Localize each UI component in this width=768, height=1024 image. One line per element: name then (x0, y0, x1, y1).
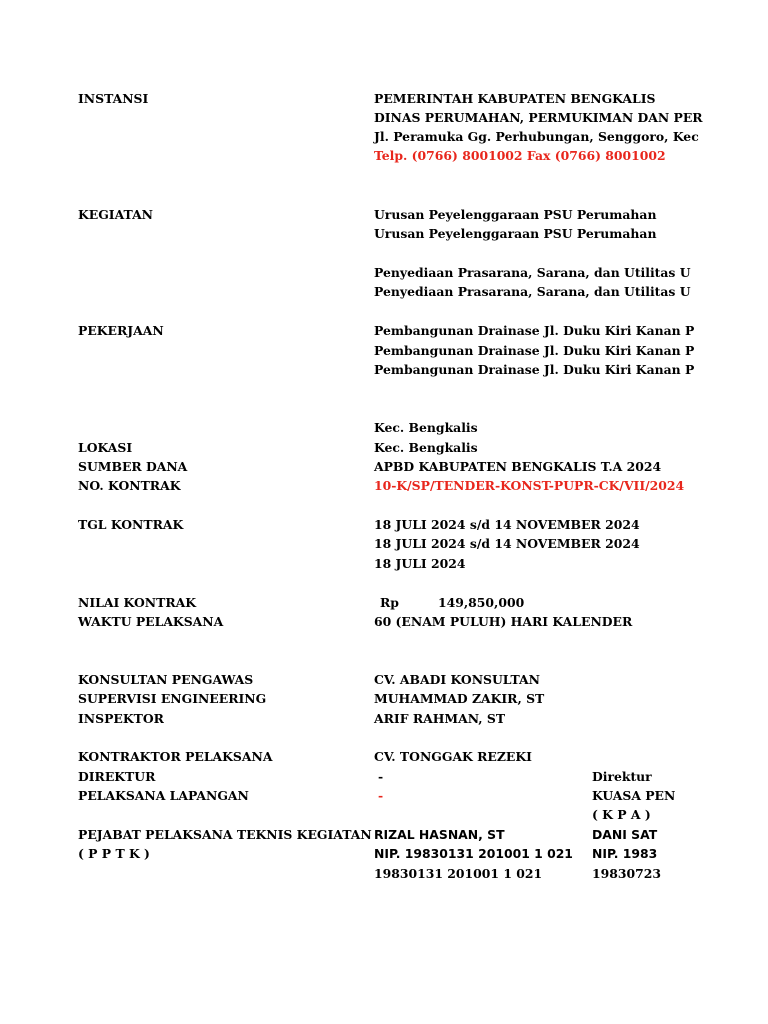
supervisi-engineering-label: SUPERVISI ENGINEERING (78, 691, 267, 706)
kpa-nip-raw: 19830723 (592, 866, 661, 881)
instansi-phone: Telp. (0766) 8001002 Fax (0766) 8001002 (374, 148, 666, 163)
tgl-kontrak-line-2: 18 JULI 2024 s/d 14 NOVEMBER 2024 (374, 536, 640, 551)
sumber-dana-value: APBD KABUPATEN BENGKALIS T.A 2024 (374, 459, 662, 474)
kontraktor-pelaksana-value: CV. TONGGAK REZEKI (374, 749, 532, 764)
tgl-kontrak-line-1: 18 JULI 2024 s/d 14 NOVEMBER 2024 (374, 517, 640, 532)
inspektor-label: INSPEKTOR (78, 711, 164, 726)
sumber-dana-label: SUMBER DANA (78, 459, 188, 474)
kegiatan-label: KEGIATAN (78, 207, 154, 222)
kpa-nip: NIP. 1983 (592, 846, 658, 861)
tgl-kontrak-line-3: 18 JULI 2024 (374, 556, 466, 571)
direktur-value: - (378, 769, 384, 784)
kegiatan-line-4: Penyediaan Prasarana, Sarana, dan Utilitas U (374, 284, 691, 299)
pptk-label: PEJABAT PELAKSANA TEKNIS KEGIATAN (78, 827, 372, 842)
kpa-label: ( K P A ) (592, 807, 651, 822)
pptk-nip: NIP. 19830131 201001 1 021 (374, 846, 573, 861)
instansi-line-2: DINAS PERUMAHAN, PERMUKIMAN DAN PER (374, 110, 703, 125)
no-kontrak-label: NO. KONTRAK (78, 478, 181, 493)
pekerjaan-line-1: Pembangunan Drainase Jl. Duku Kiri Kanan P (374, 323, 695, 338)
pelaksana-lapangan-value: - (378, 788, 384, 803)
waktu-pelaksana-value: 60 (ENAM PULUH) HARI KALENDER (374, 614, 633, 629)
kegiatan-line-2: Urusan Peyelenggaraan PSU Perumahan (374, 226, 657, 241)
direktur-label: DIREKTUR (78, 769, 156, 784)
instansi-line-1: PEMERINTAH KABUPATEN BENGKALIS (374, 91, 656, 106)
lokasi-pre-value: Kec. Bengkalis (374, 420, 478, 435)
supervisi-engineering-value: MUHAMMAD ZAKIR, ST (374, 691, 545, 706)
pekerjaan-label: PEKERJAAN (78, 323, 164, 338)
kpa-name: DANI SAT (592, 827, 658, 842)
pptk-name: RIZAL HASNAN, ST (374, 827, 505, 842)
pekerjaan-line-3: Pembangunan Drainase Jl. Duku Kiri Kanan P (374, 362, 695, 377)
pptk-abbrev: ( P P T K ) (78, 846, 150, 861)
kontraktor-pelaksana-label: KONTRAKTOR PELAKSANA (78, 749, 273, 764)
lokasi-label: LOKASI (78, 440, 133, 455)
waktu-pelaksana-label: WAKTU PELAKSANA (78, 614, 224, 629)
nilai-kontrak-currency: Rp (380, 595, 399, 610)
kegiatan-line-3: Penyediaan Prasarana, Sarana, dan Utilitas U (374, 265, 691, 280)
instansi-address: Jl. Peramuka Gg. Perhubungan, Senggoro, Kec (374, 129, 699, 144)
pekerjaan-line-2: Pembangunan Drainase Jl. Duku Kiri Kanan P (374, 343, 695, 358)
inspektor-value: ARIF RAHMAN, ST (374, 711, 506, 726)
kuasa-pengguna-anggaran-label: KUASA PEN (592, 788, 676, 803)
nilai-kontrak-label: NILAI KONTRAK (78, 595, 197, 610)
konsultan-pengawas-value: CV. ABADI KONSULTAN (374, 672, 540, 687)
no-kontrak-value: 10-K/SP/TENDER-KONST-PUPR-CK/VII/2024 (374, 478, 685, 493)
pptk-nip-raw: 19830131 201001 1 021 (374, 866, 543, 881)
kegiatan-line-1: Urusan Peyelenggaraan PSU Perumahan (374, 207, 657, 222)
konsultan-pengawas-label: KONSULTAN PENGAWAS (78, 672, 254, 687)
direktur-right-label: Direktur (592, 769, 652, 784)
nilai-kontrak-amount: 149,850,000 (438, 595, 525, 610)
instansi-label: INSTANSI (78, 91, 149, 106)
lokasi-value: Kec. Bengkalis (374, 440, 478, 455)
pelaksana-lapangan-label: PELAKSANA LAPANGAN (78, 788, 249, 803)
tgl-kontrak-label: TGL KONTRAK (78, 517, 184, 532)
